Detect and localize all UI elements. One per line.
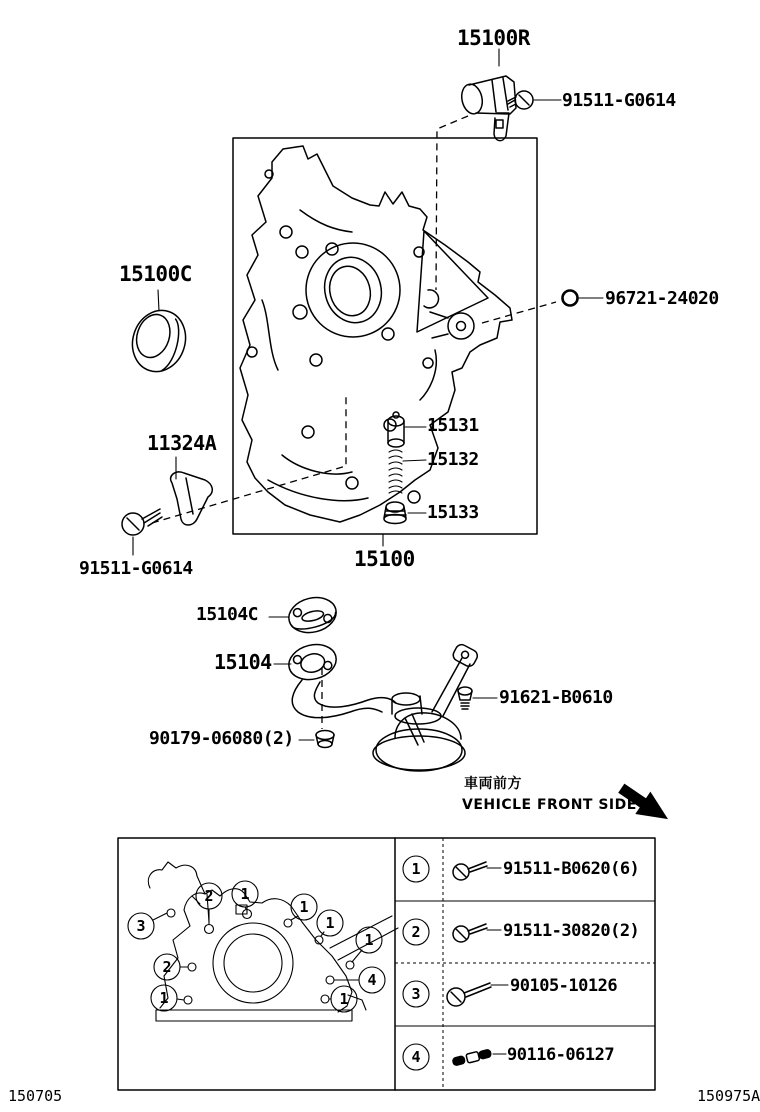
- guide-dashed-leader: [152, 396, 346, 523]
- table-row-number: 4: [411, 1048, 421, 1066]
- callout-number: 1: [240, 885, 250, 903]
- footer-code-left: 150705: [8, 1087, 63, 1105]
- part-label-91621-b0610: 91621-B0610: [499, 687, 613, 708]
- relief-valve-plug-drawing: [384, 502, 406, 524]
- part-label-15133: 15133: [427, 502, 479, 523]
- table-stud-icon-4: [451, 1048, 506, 1066]
- table-part-90116-06127: 90116-06127: [507, 1045, 615, 1065]
- vehicle-front-note-jp: 車両前方: [464, 776, 522, 792]
- vehicle-front-note-en: VEHICLE FRONT SIDE: [462, 797, 637, 813]
- part-label-91511-g0614-bottom: 91511-G0614: [79, 558, 193, 579]
- callout-number: 3: [136, 917, 146, 935]
- callout-bubble: [317, 910, 343, 936]
- callout-bubble: [356, 927, 382, 953]
- table-row-number: 2: [411, 923, 421, 941]
- part-label-15104c: 15104C: [196, 604, 259, 625]
- table-row-number: 3: [411, 985, 421, 1003]
- oring-drawing: [563, 291, 578, 306]
- camshaft-sensor-drawing: [459, 76, 516, 141]
- part-label-15131: 15131: [427, 415, 479, 436]
- table-bolt-icon-2: [453, 924, 501, 942]
- table-bolt-icon-1: [453, 862, 501, 880]
- table-part-90105-10126: 90105-10126: [510, 976, 618, 996]
- part-label-15100: 15100: [354, 547, 415, 571]
- callout-number: 1: [159, 989, 169, 1007]
- part-label-96721-24020: 96721-24020: [605, 288, 719, 309]
- callout-bubble: [154, 954, 180, 980]
- table-bolt-icon-3: [447, 983, 508, 1006]
- callout-bubble: [151, 985, 177, 1011]
- oil-seal-drawing: [125, 303, 194, 378]
- strainer-bolt-icon: [458, 687, 472, 709]
- strainer-nut-icon: [316, 731, 334, 748]
- timing-cover-drawing: [148, 862, 398, 1021]
- sensor-dashed-leader: [436, 116, 468, 290]
- sensor-bolt-icon: [508, 91, 533, 109]
- part-label-15132: 15132: [427, 449, 479, 470]
- callout-bubble: [196, 883, 222, 909]
- table-part-91511-30820: 91511-30820(2): [503, 921, 640, 941]
- callout-number: 2: [204, 887, 214, 905]
- callout-number: 2: [162, 958, 172, 976]
- part-label-15100r: 15100R: [457, 26, 530, 50]
- callout-bubble: [232, 881, 258, 907]
- callout-number: 1: [364, 931, 374, 949]
- callout-bubble: [291, 894, 317, 920]
- strainer-drawing: [285, 640, 479, 771]
- callout-number: 1: [299, 898, 309, 916]
- callout-number: 4: [367, 971, 377, 989]
- strainer-gasket-drawing: [285, 593, 340, 638]
- oring-dashed-leader: [482, 302, 556, 323]
- cover-callouts: [128, 881, 385, 1012]
- part-label-15100c: 15100C: [119, 262, 192, 286]
- leader-15132: [403, 460, 426, 461]
- table-row-number: 1: [411, 860, 421, 878]
- callout-number: 1: [339, 990, 349, 1008]
- guide-drawing: [171, 472, 213, 525]
- part-label-91511-g0614-top: 91511-G0614: [562, 90, 676, 111]
- pump-assembly-box: [233, 138, 537, 534]
- callout-bubble: [359, 967, 385, 993]
- part-label-90179-06080: 90179-06080(2): [149, 728, 294, 749]
- leader-15100c: [158, 290, 159, 311]
- callout-number: 1: [325, 914, 335, 932]
- part-label-11324a: 11324A: [147, 431, 217, 455]
- part-label-15104: 15104: [214, 650, 272, 674]
- callout-bubble: [128, 913, 154, 939]
- footer-code-right: 150975A: [697, 1087, 760, 1105]
- relief-valve-spring-drawing: [389, 450, 402, 493]
- relief-valve-piston-drawing: [388, 412, 404, 447]
- table-part-91511-b0620: 91511-B0620(6): [503, 859, 640, 879]
